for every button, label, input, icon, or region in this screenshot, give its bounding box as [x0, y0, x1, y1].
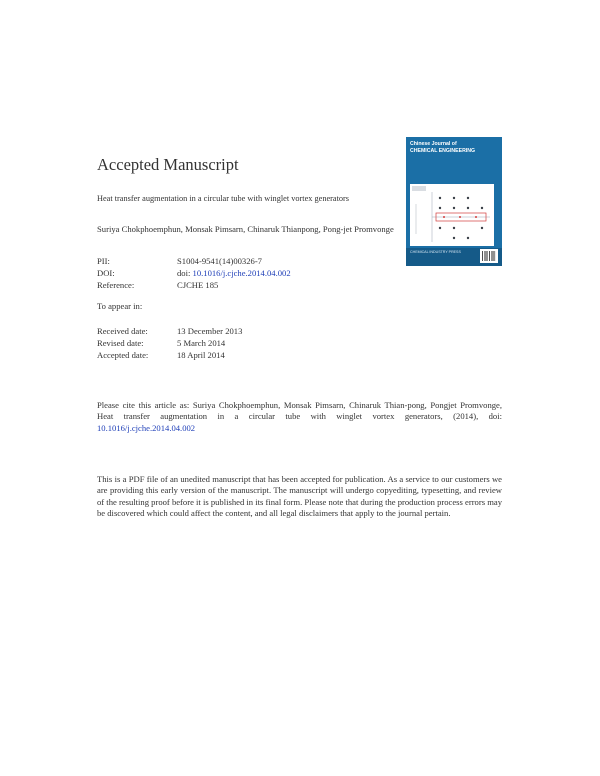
meta-value: CJCHE 185	[177, 280, 219, 290]
doi-prefix: doi:	[177, 268, 193, 278]
publisher-tag: CHEMICAL INDUSTRY PRESS	[410, 250, 461, 254]
date-value: 18 April 2014	[177, 350, 225, 360]
appear-label: To appear in:	[97, 301, 143, 311]
article-title: Heat transfer augmentation in a circular tube with winglet vortex generators	[97, 194, 350, 203]
cover-figure-graphic	[410, 184, 494, 246]
journal-name-line1: Chinese Journal of	[410, 141, 457, 147]
barcode-icon	[480, 249, 498, 263]
date-label: Revised date:	[97, 338, 144, 348]
meta-value: S1004-9541(14)00326-7	[177, 256, 262, 266]
citation-doi-link[interactable]: 10.1016/j.cjche.2014.04.002	[97, 422, 196, 433]
notice: This is a PDF file of an unedited manuscript that has been accepted for publication. As a service to our customers we are providing this early version of the manuscript. The manuscript will undergo copyediting, typesetting, and review of the resulting proof before it is published in its final form. Please note that during the production process errors may be discovered which could affect the content, and all legal disclaimers that apply to the journal pertain.	[97, 474, 503, 519]
authors: Suriya Chokphoemphun, Monsak Pimsarn, Chinaruk Thianpong, Pong-jet Promvonge	[97, 224, 394, 234]
page-title: Accepted Manuscript	[97, 155, 239, 174]
journal-cover-image	[406, 137, 502, 266]
meta-value	[177, 268, 291, 278]
meta-label: PII:	[97, 256, 110, 266]
date-label: Accepted date:	[97, 350, 149, 360]
date-value: 13 December 2013	[177, 326, 243, 336]
meta-label: Reference:	[97, 280, 135, 290]
doi-link[interactable]: 10.1016/j.cjche.2014.04.002	[192, 268, 291, 278]
date-label: Received date:	[97, 326, 148, 336]
meta-label: DOI:	[97, 268, 115, 278]
barcode-graphic	[480, 249, 498, 263]
citation	[97, 400, 502, 434]
cover-figure-panel	[410, 184, 494, 246]
citation-text: Please cite this article as: Suriya Chokphoemphun, Monsak Pimsarn, Chinaruk Thian-pong, Pongjet Promvonge, Heat transfer augmentation in a circular tube with winglet vortex generators, (2014), doi:	[97, 400, 502, 422]
journal-name	[410, 141, 500, 154]
date-value: 5 March 2014	[177, 338, 226, 348]
journal-name-line2: CHEMICAL ENGINEERING	[410, 147, 476, 154]
